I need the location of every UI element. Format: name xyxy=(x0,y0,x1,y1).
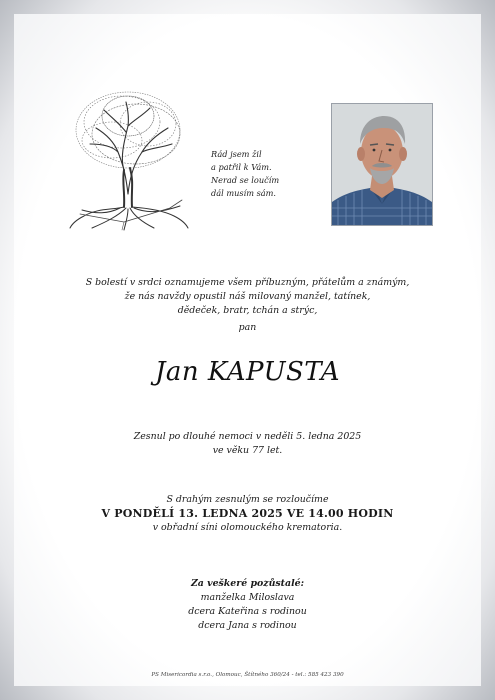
deceased-name: Jan KAPUSTA xyxy=(154,357,341,387)
announcement xyxy=(40,276,455,318)
poem-line: a patřil k Vám. xyxy=(211,162,272,172)
funeral-place: v obřadní síni olomouckého krematoria. xyxy=(152,522,343,533)
poem xyxy=(211,148,321,200)
funeral-service-footer: PS Misericordia s.r.o., Olomouc, Štítného 360/24 - tel.: 585 423 390 xyxy=(151,672,344,678)
funeral-info xyxy=(40,493,455,535)
funeral-date: V PONDĚLÍ 13. LEDNA 2025 VE 14.00 HODIN xyxy=(101,507,394,520)
family-heading: Za veškeré pozůstalé: xyxy=(190,578,305,589)
poem-line: Rád jsem žil xyxy=(211,149,262,159)
death-line: ve věku 77 let. xyxy=(212,445,283,456)
family-member: manželka Miloslava xyxy=(200,592,295,603)
tree-of-life-icon xyxy=(62,82,194,232)
family-member: dcera Kateřina s rodinou xyxy=(188,606,307,617)
announcement-line: dědeček, bratr, tchán a strýc, xyxy=(177,305,318,316)
family-list xyxy=(40,577,455,633)
portrait-photo xyxy=(331,103,433,226)
death-notice xyxy=(40,430,455,458)
family-member: dcera Jana s rodinou xyxy=(198,620,297,631)
death-line: Zesnul po dlouhé nemoci v neděli 5. ledna 2025 xyxy=(133,431,362,442)
poem-line: dál musím sám. xyxy=(211,188,277,198)
poem-line: Nerad se loučím xyxy=(211,175,280,185)
funeral-intro: S drahým zesnulým se rozloučíme xyxy=(166,494,329,505)
title-pan: pan xyxy=(238,322,257,333)
announcement-line: že nás navždy opustil náš milovaný manžel, tatínek, xyxy=(124,291,371,302)
announcement-line: S bolestí v srdci oznamujeme všem příbuzným, přátelům a známým, xyxy=(85,277,410,288)
